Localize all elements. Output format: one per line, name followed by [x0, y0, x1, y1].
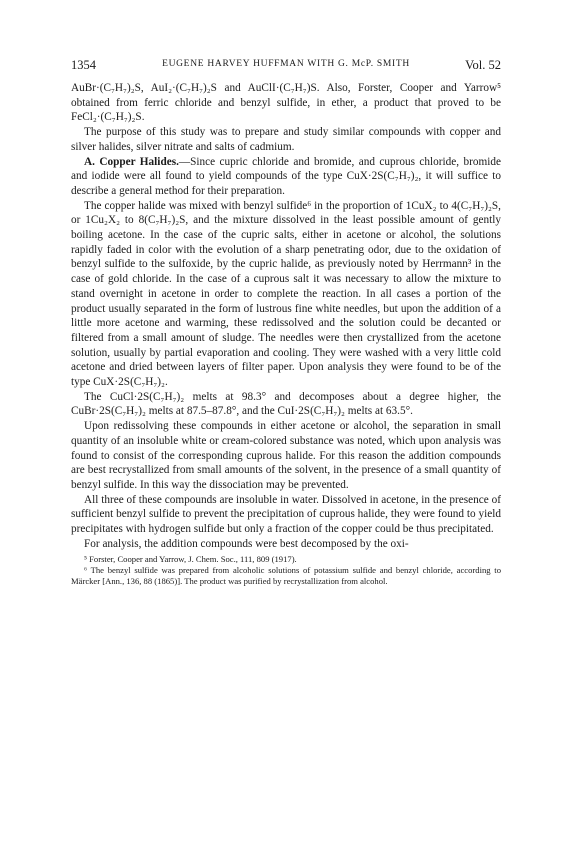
section-paragraph: A. Copper Halides.—Since cupric chloride and bromide, and cuprous chloride, bromide and iodide were all found to yield compounds of the type CuX·2S(C₇H₇)₂, it will suffice to describe a general method for their preparation.	[71, 155, 501, 197]
running-header	[71, 58, 501, 76]
page-number: 1354	[71, 58, 96, 72]
paragraph: AuBr·(C₇H₇)₂S, AuI₂·(C₇H₇)₂S and AuClI·(C₇H₇)S. Also, Forster, Cooper and Yarrow⁵ obtained from ferric chloride and benzyl sulfide, in ether, a product that proved to be FeCl₂·(C₇H₇)₂S.	[71, 82, 501, 124]
journal-page	[71, 58, 501, 588]
paragraph: The CuCl·2S(C₇H₇)₂ melts at 98.3° and decomposes about a degree higher, the CuBr·2S(C₇H₇)₂ melts at 87.5–87.8°, and the CuI·2S(C₇H₇)₂ melts at 63.5°.	[71, 390, 501, 418]
paragraph: All three of these compounds are insoluble in water. Dissolved in acetone, in the presence of sufficient benzyl sulfide to prevent the precipitation of cuprous halide, they were found to yield precipitates with hydrogen sulfide but only a fraction of the copper could be thus precipitated.	[71, 493, 501, 536]
section-heading: A. Copper Halides.	[84, 155, 179, 168]
footnote: ⁵ Forster, Cooper and Yarrow, J. Chem. Soc., 111, 809 (1917).	[84, 553, 297, 564]
footnotes	[71, 554, 501, 588]
paragraph: Upon redissolving these compounds in either acetone or alcohol, the separation in small quantity of an insoluble white or cream-colored substance was noted, which upon analysis was found to consist of the corresponding cuprous halide. For this reason the addition compounds are best recrystallized from small amounts of the solvent, in the presence of a small quantity of benzyl sulfide. In this way the dissociation may be prevented.	[71, 420, 501, 491]
paragraph: The purpose of this study was to prepare and study similar compounds with copper and silver halides, silver nitrate and salts of cadmium.	[71, 126, 501, 153]
article-body	[71, 81, 501, 552]
paragraph: The copper halide was mixed with benzyl sulfide⁶ in the proportion of 1CuX₂ to 4(C₇H₇)₂S, or 1Cu₂X₂ to 8(C₇H₇)₂S, and the mixture dissolved in the least possible amount of gently boiling acetone. In the case of the cupric salts, either in acetone or alcohol, the solutions rapidly faded in color with the evolution of a sharp penetrating odor, due to the oxidation of benzyl sulfide to the sulfoxide, by the cupric halide, as previously noted by Herrmann³ in the case of gold chloride. In the case of a cuprous salt it was necessary to allow the mixture to stand overnight in acetone in order to complete the reaction. In all cases a portion of the product usually separated in the form of lustrous fine white needles, but upon the addition of a little more acetone and warming, these redissolved and the solution could be decanted or filtered from a small amount of sludge. The needles were then crystallized from the acetone solution, usually by partial evaporation and cooling. They were washed with a very little cold acetone and dried between layers of filter paper. Upon analysis they were found to be of the type CuX·2S(C₇H₇)₂.	[71, 199, 501, 389]
footnote: ⁶ The benzyl sulfide was prepared from alcoholic solutions of potassium sulfide and benzyl chloride, according to Märcker [Ann., 136, 88 (1865)]. The product was purified by recrystallization from alcohol.	[71, 564, 501, 587]
volume-label: Vol. 52	[465, 58, 501, 72]
running-title: EUGENE HARVEY HUFFMAN WITH G. McP. SMITH	[162, 59, 410, 69]
paragraph: For analysis, the addition compounds were best decomposed by the oxi-	[84, 537, 409, 550]
